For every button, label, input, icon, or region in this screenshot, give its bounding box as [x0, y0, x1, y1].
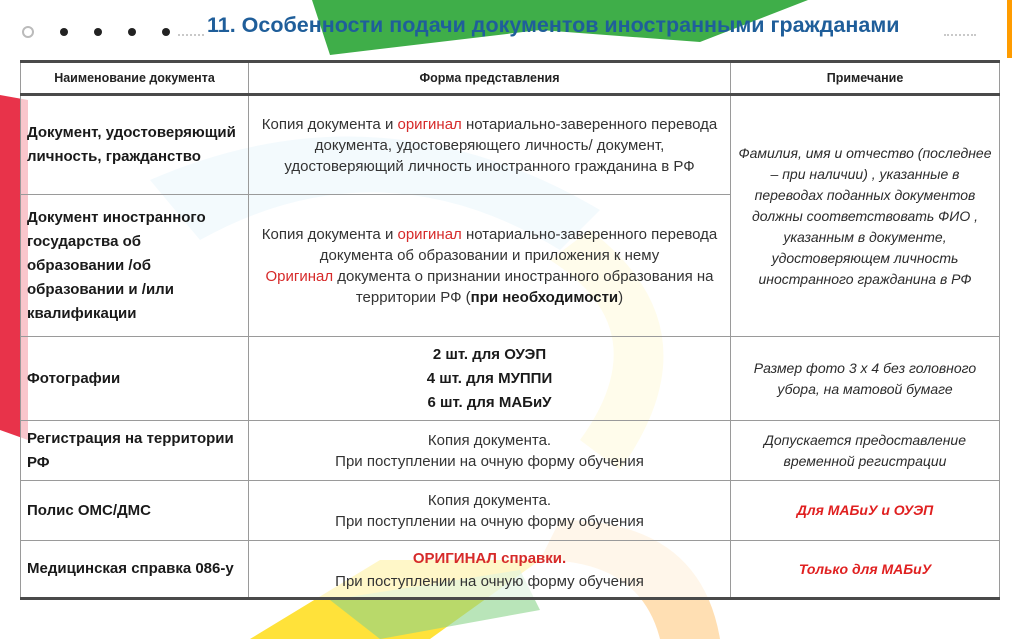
document-form: [249, 541, 731, 599]
shared-note: Фамилия, имя и отчество (последнее – при наличии) , указанные в переводах поданных документов должны соответствовать ФИО , указанным в документе, удостоверяющем личность иностранного гражданина в РФ: [731, 95, 1000, 337]
dot-icon: [60, 28, 68, 36]
form-line: Копия документа.: [427, 491, 552, 509]
table-header-row: [21, 62, 1000, 95]
column-header: Форма представления: [249, 62, 731, 95]
form-text: Копия документа и: [261, 115, 398, 133]
dot-icon: [128, 28, 136, 36]
document-form: [249, 337, 731, 421]
form-bold: при необходимости: [470, 288, 619, 306]
dot-icon: [94, 28, 102, 36]
form-line: 4 шт. для МУППИ: [426, 369, 553, 387]
document-form: [249, 195, 731, 337]
form-line: Копия документа.: [427, 431, 552, 449]
form-text: ): [618, 288, 624, 306]
slide-header: [0, 0, 1024, 58]
document-note: Допускается предоставление временной регистрации: [731, 421, 1000, 481]
ring-dot-icon: [22, 26, 34, 38]
document-name: Фотографии: [21, 337, 249, 421]
document-name: Медицинская справка 086-у: [21, 541, 249, 599]
page-title: 11. Особенности подачи документов иностранными гражданами: [207, 13, 900, 37]
column-header: Примечание: [731, 62, 1000, 95]
form-text: нотариально-заверенного перевода документа об образовании и приложения к нему: [319, 225, 718, 264]
form-highlight: Оригинал: [265, 267, 334, 285]
document-note: [731, 541, 1000, 599]
column-header: Наименование документа: [21, 62, 249, 95]
document-name: Документ, удостоверяющий личность, гражданство: [21, 95, 249, 195]
document-name: Регистрация на территории РФ: [21, 421, 249, 481]
form-line: При поступлении на очную форму обучения: [335, 452, 644, 470]
document-form: [249, 95, 731, 195]
table-row: [21, 95, 1000, 195]
form-highlight: оригинал: [397, 225, 462, 243]
orange-accent-bar: [1007, 0, 1012, 58]
document-note: [731, 481, 1000, 541]
form-line: 6 шт. для МАБиУ: [427, 393, 552, 411]
dotted-divider: [178, 34, 204, 36]
note-highlight: Только для МАБиУ: [798, 560, 932, 577]
dotted-divider: [944, 34, 976, 36]
document-note: Размер фото 3 х 4 без головного убора, на матовой бумаге: [731, 337, 1000, 421]
document-name: Документ иностранного государства об образовании /об образовании и /или квалификации: [21, 195, 249, 337]
form-text: нотариально-заверенного перевода документа, удостоверяющего личность/ документ, удостоверяющий личность иностранного гражданина в РФ: [284, 115, 718, 175]
document-form: [249, 421, 731, 481]
form-line: При поступлении на очную форму обучения: [335, 512, 644, 530]
form-highlight: ОРИГИНАЛ справки.: [412, 549, 567, 567]
table-row: [21, 421, 1000, 481]
table-row: [21, 541, 1000, 599]
documents-table: [20, 60, 1000, 600]
form-line: При поступлении на очную форму обучения: [335, 572, 644, 590]
form-text: Копия документа и: [261, 225, 398, 243]
table-row: [21, 481, 1000, 541]
note-highlight: Для МАБиУ и ОУЭП: [796, 502, 934, 518]
form-line: 2 шт. для ОУЭП: [432, 345, 547, 363]
document-form: [249, 481, 731, 541]
dot-icon: [162, 28, 170, 36]
document-name: Полис ОМС/ДМС: [21, 481, 249, 541]
table-row: [21, 337, 1000, 421]
form-text: документа о признании иностранного образования на территории РФ (: [333, 267, 714, 306]
bullet-dots: [22, 26, 170, 38]
form-highlight: оригинал: [397, 115, 462, 133]
